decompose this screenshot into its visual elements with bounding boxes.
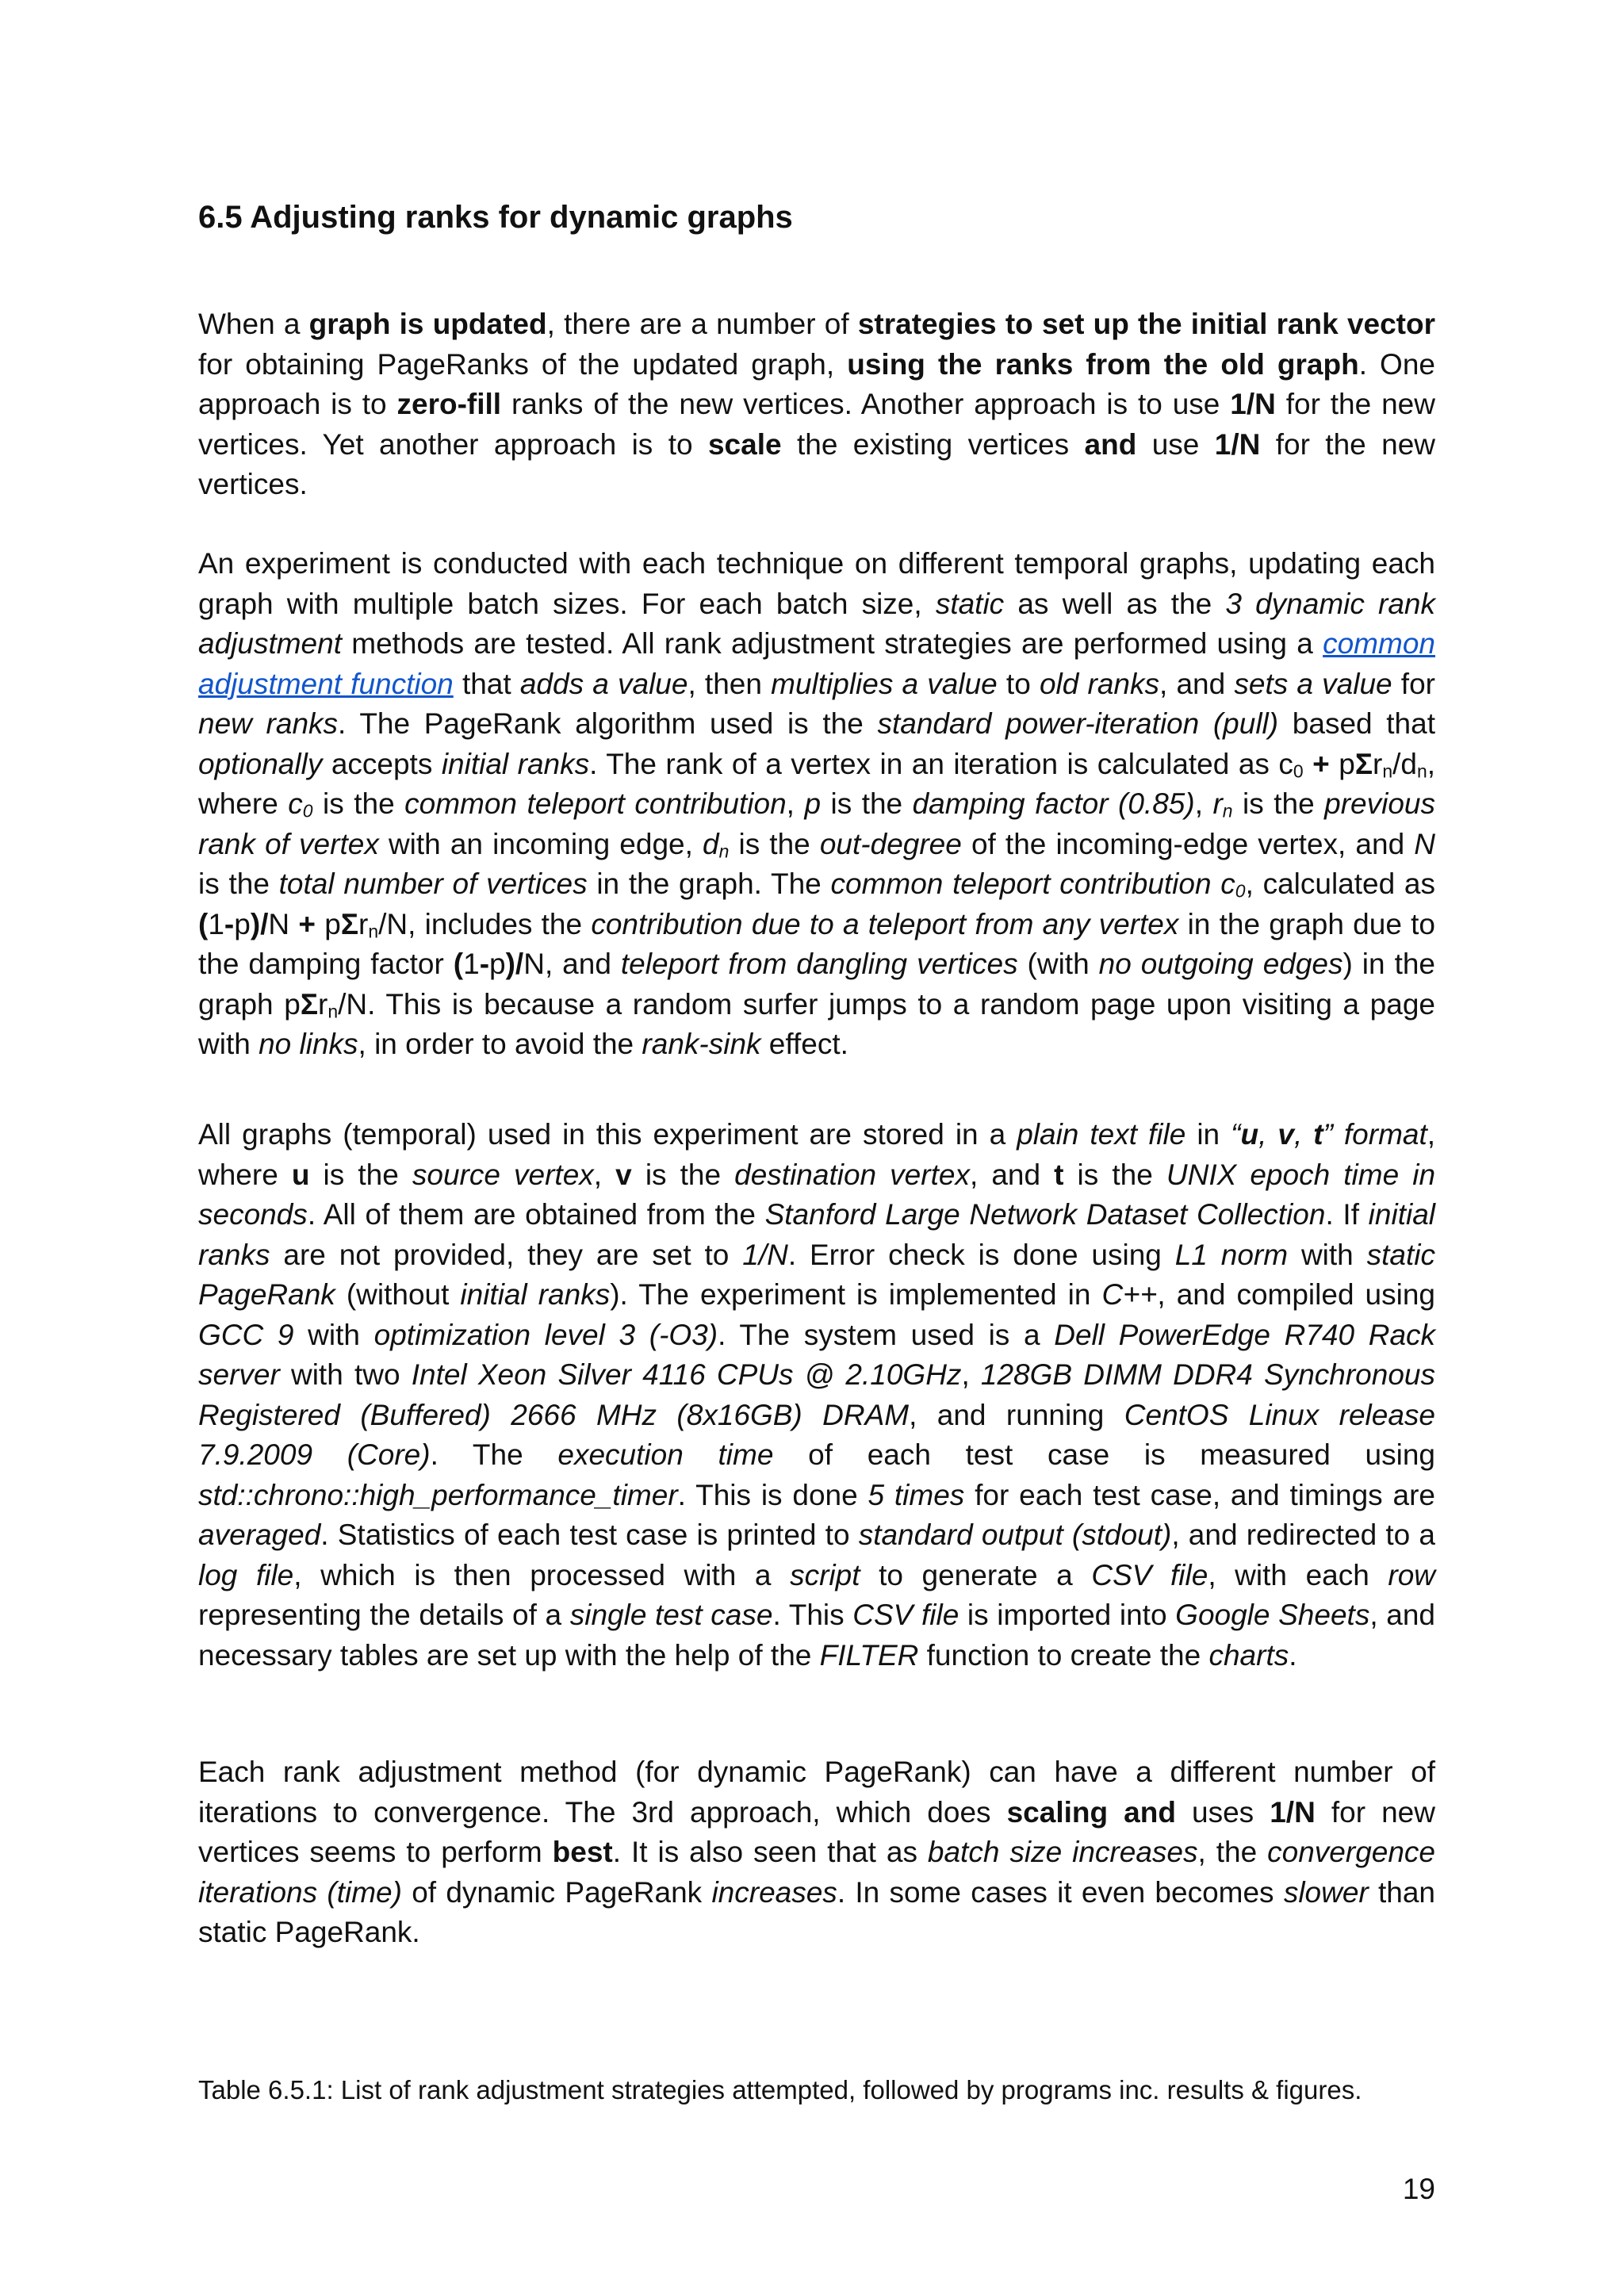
page-number: 19 bbox=[1402, 2173, 1435, 2205]
paragraph-strategies: When a graph is updated, there are a number of strategies to set up the initial rank vector for obtaining PageRanks of the updated graph, using the ranks from the old graph. One approach is to zero-fill ranks of the new vertices. Another approach is to use 1/N for the new vertices. Yet another approach is to scale the existing vertices and use 1/N for the new vertices. bbox=[198, 308, 1436, 500]
paragraph-results: Each rank adjustment method (for dynamic PageRank) can have a different number of iterations to convergence. The 3rd approach, which does scaling and uses 1/N for new vertices seems to perform best. It is also seen that as batch size increases, the convergence iterations (time) of dynamic PageRank increases. In some cases it even becomes slower than static PageRank. bbox=[198, 1756, 1436, 1948]
common-adjustment-function-link[interactable]: common adjustment function bbox=[198, 627, 1435, 700]
section-heading: 6.5 Adjusting ranks for dynamic graphs bbox=[198, 200, 793, 235]
paragraph-setup: All graphs (temporal) used in this experiment are stored in a plain text file in “u, v, t” format, where u is the source vertex, v is the destination vertex, and t is the UNIX epoch time in seconds. All of them are obtained from the Stanford Large Network Dataset Collection. If initial ranks are not provided, they are set to 1/N. Error check is done using L1 norm with static PageRank (without initial ranks). The experiment is implemented in C++, and compiled using GCC 9 with optimization level 3 (-O3). The system used is a Dell PowerEdge R740 Rack server with two Intel Xeon Silver 4116 CPUs @ 2.10GHz, 128GB DIMM DDR4 Synchronous Registered (Buffered) 2666 MHz (8x16GB) DRAM, and running CentOS Linux release 7.9.2009 (Core). The execution time of each test case is measured using std::chrono::high_performance_timer. This is done 5 times for each test case, and timings are averaged. Statistics of each test case is printed to standard output (stdout), and redirected to a log file, which is then processed with a script to generate a CSV file, with each row representing the details of a single test case. This CSV file is imported into Google Sheets, and necessary tables are set up with the help of the FILTER function to create the charts. bbox=[198, 1118, 1436, 1672]
paragraph-experiment: An experiment is conducted with each technique on different temporal graphs, updating each graph with multiple batch sizes. For each batch size, static as well as the 3 dynamic rank adjustment methods are tested. All rank adjustment strategies are performed using a common adjustment function that adds a value, then multiplies a value to old ranks, and sets a value for new ranks. The PageRank algorithm used is the standard power-iteration (pull) based that optionally accepts initial ranks. The rank of a vertex in an iteration is calculated as $c_0 + p\Sigma r_n/d_n$, where $c_0$ is the common teleport contribution, p is the damping factor (0.85), $r_n$ is the previous rank of vertex with an incoming edge, $d_n$ is the out-degree of the incoming-edge vertex, and N is the total number of vertices in the graph. The common teleport contribution $c_0$, calculated as (1-p)/N + pΣr$_n$/N, includes the contribution due to a teleport from any vertex in the graph due to the damping factor (1-p)/N, and teleport from dangling vertices (with no outgoing edges) in the graph pΣr$_n$/N. This is because a random surfer jumps to a random page upon visiting a page with no links, in order to avoid the rank-sink effect. bbox=[198, 547, 1436, 1060]
table-caption: Table 6.5.1: List of rank adjustment strategies attempted, followed by programs inc. results & figures. bbox=[198, 2075, 1362, 2104]
